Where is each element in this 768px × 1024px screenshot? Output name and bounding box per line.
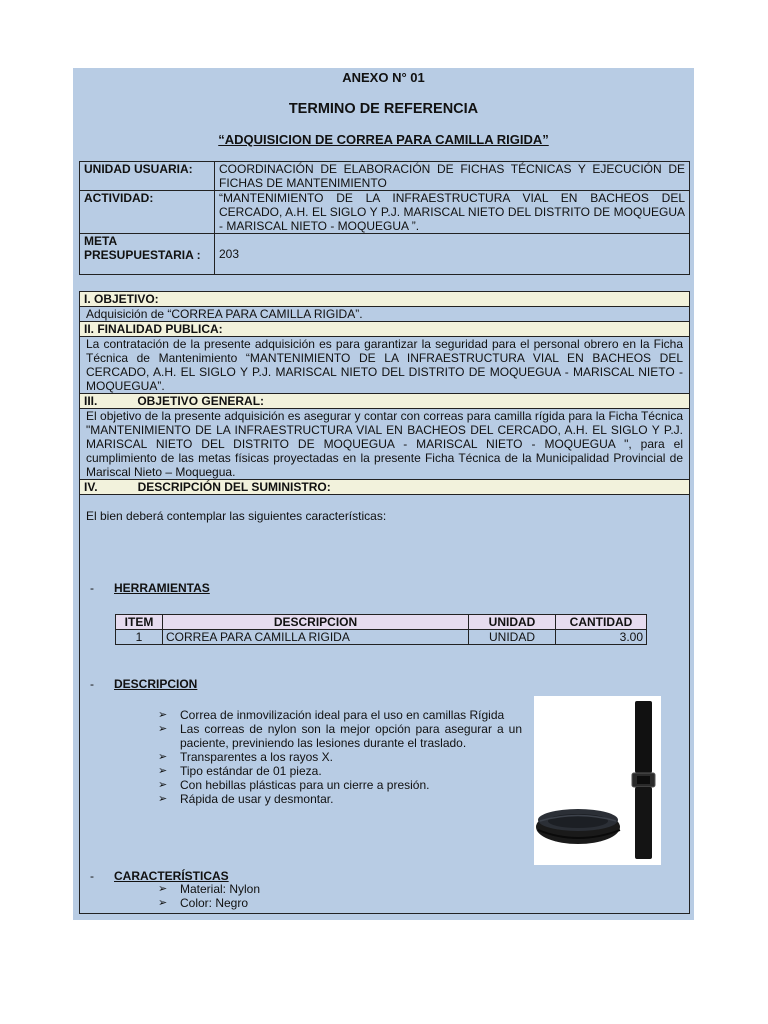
document-page bbox=[73, 68, 694, 920]
list-item: ➢ Tipo estándar de 01 pieza. bbox=[158, 764, 522, 778]
strap-photo bbox=[534, 696, 661, 865]
strap-image bbox=[534, 696, 661, 865]
suministro-header bbox=[80, 479, 689, 495]
cell-cantidad: 3.00 bbox=[556, 630, 647, 645]
info-table bbox=[79, 161, 690, 275]
cell-unidad: UNIDAD bbox=[469, 630, 556, 645]
document-title: TERMINO DE REFERENCIA bbox=[288, 101, 479, 117]
actividad-label: ACTIVIDAD: bbox=[80, 191, 215, 234]
cell-descripcion: CORREA PARA CAMILLA RIGIDA bbox=[163, 630, 469, 645]
suministro-intro: El bien deberá contemplar las siguientes características: bbox=[86, 509, 387, 523]
list-item: ➢ Transparentes a los rayos X. bbox=[158, 750, 522, 764]
list-item: ➢ Color: Negro bbox=[158, 896, 260, 910]
actividad-value: “MANTENIMIENTO DE LA INFRAESTRUCTURA VIAL EN BACHEOS DEL CERCADO, A.H. EL SIGLO Y P.J. MARISCAL NIETO DEL DISTRITO DE MOQUEGUA - MARISCAL NIETO - MOQUEGUA ”. bbox=[215, 191, 690, 234]
col-unidad-header: UNIDAD bbox=[469, 615, 556, 630]
meta-label: META PRESUPUESTARIA : bbox=[80, 234, 215, 275]
cell-item: 1 bbox=[116, 630, 163, 645]
sections-box bbox=[79, 291, 690, 914]
objetivo-general-number: III. bbox=[84, 394, 98, 408]
strap-upper bbox=[635, 701, 652, 773]
items-table-header bbox=[116, 615, 647, 630]
list-item: ➢ Las correas de nylon son la mejor opción para asegurar a un paciente, previniendo las lesiones durante el traslado. bbox=[158, 722, 522, 750]
table-row bbox=[116, 630, 647, 645]
list-item: ➢ Material: Nylon bbox=[158, 882, 260, 896]
objetivo-general-text: El objetivo de la presente adquisición es asegurar y contar con correas para camilla rígida para la Ficha Técnica "MANTENIMIENTO DE LA INFRAESTRUCTURA VIAL EN BACHEOS DEL CERCADO, A.H. EL SIGLO Y P.J. MARISCAL NIETO DEL DISTRITO DE MOQUEGUA - MARISCAL NIETO - MOQUEGUA ", para el cumplimiento de las metas físicas proyectadas en la presente Ficha Técnica de la Municipalidad Provincial de Mariscal Nieto – Moquegua. bbox=[86, 409, 683, 479]
finalidad-header: II. FINALIDAD PUBLICA: bbox=[80, 321, 689, 337]
descripcion-list bbox=[158, 708, 522, 806]
suministro-title: DESCRIPCIÓN DEL SUMINISTRO: bbox=[137, 480, 331, 494]
list-item: ➢ Correa de inmovilización ideal para el uso en camillas Rígida bbox=[158, 708, 522, 722]
meta-value: 203 bbox=[215, 234, 690, 275]
unidad-usuaria-label: UNIDAD USUARIA: bbox=[80, 162, 215, 191]
caracteristicas-list bbox=[158, 882, 260, 910]
document-subtitle: “ADQUISICION DE CORREA PARA CAMILLA RIGIDA” bbox=[218, 132, 549, 147]
objetivo-general-title: OBJETIVO GENERAL: bbox=[137, 394, 265, 408]
finalidad-text: La contratación de la presente adquisición es para garantizar la seguridad para el personal obrero en la Ficha Técnica de Mantenimiento “MANTENIMIENTO DE LA INFRAESTRUCTURA VIAL EN BACHEOS DEL CERCADO, A.H. EL SIGLO Y P.J. MARISCAL NIETO DEL DISTRITO DE MOQUEGUA - MARISCAL NIETO - MOQUEGUA”. bbox=[86, 337, 683, 393]
unidad-usuaria-value: COORDINACIÓN DE ELABORACIÓN DE FICHAS TÉCNICAS Y EJECUCIÓN DE FICHAS DE MANTENIMIENTO bbox=[215, 162, 690, 191]
descripcion-heading: - DESCRIPCION bbox=[90, 677, 198, 691]
herramientas-heading: - HERRAMIENTAS bbox=[90, 581, 210, 595]
col-cantidad-header: CANTIDAD bbox=[556, 615, 647, 630]
objetivo-header: I. OBJETIVO: bbox=[80, 292, 689, 307]
items-table bbox=[115, 614, 647, 645]
caracteristicas-heading: - CARACTERÍSTICAS bbox=[90, 869, 229, 883]
annex-number: ANEXO N° 01 bbox=[342, 70, 425, 85]
col-descripcion-header: DESCRIPCION bbox=[163, 615, 469, 630]
col-item-header: ITEM bbox=[116, 615, 163, 630]
objetivo-general-header bbox=[80, 393, 689, 409]
list-item: ➢ Rápida de usar y desmontar. bbox=[158, 792, 522, 806]
list-item: ➢ Con hebillas plásticas para un cierre a presión. bbox=[158, 778, 522, 792]
strap-lower bbox=[635, 787, 652, 859]
objetivo-text: Adquisición de “CORREA PARA CAMILLA RIGIDA”. bbox=[86, 307, 363, 321]
suministro-number: IV. bbox=[84, 480, 98, 494]
